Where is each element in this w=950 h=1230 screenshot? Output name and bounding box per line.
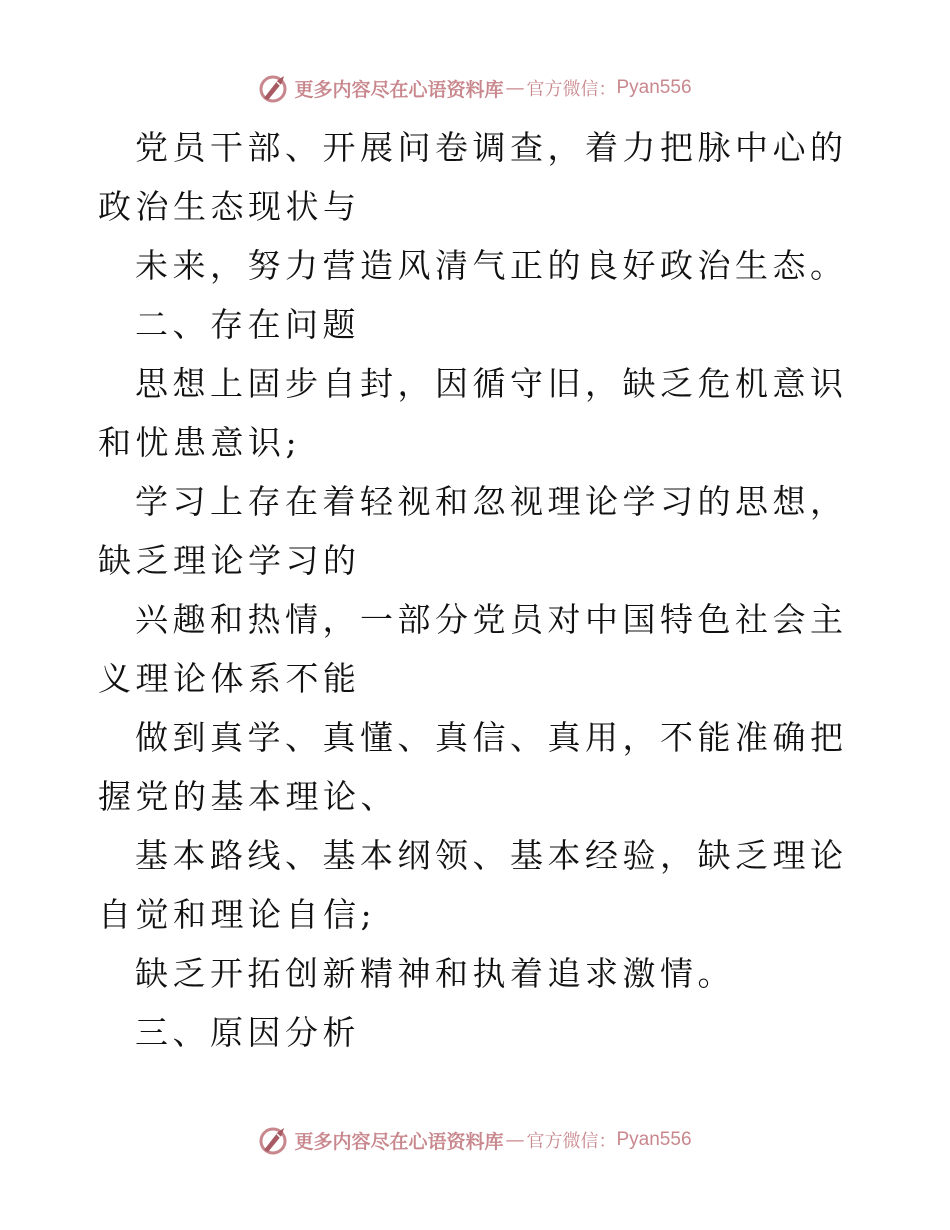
header-watermark (0, 68, 950, 108)
document-body (98, 118, 858, 1062)
footer-wechat-id: Pyan556 (616, 1129, 692, 1150)
pen-logo-icon (258, 1124, 290, 1156)
body-paragraph: 缺乏开拓创新精神和执着追求激情。 (135, 954, 735, 993)
pen-logo-icon (258, 72, 290, 104)
footer-watermark (0, 1120, 950, 1160)
body-paragraph: 做到真学、真懂、真信、真用，不能准确把握党的基本理论、 (98, 718, 848, 816)
header-wechat-label: 官方微信： (526, 79, 617, 100)
footer-dash: — (505, 1129, 525, 1151)
footer-wechat-label: 官方微信： (526, 1131, 617, 1152)
body-paragraph: 未来，努力营造风清气正的良好政治生态。 (135, 246, 848, 285)
body-paragraph: 学习上存在着轻视和忽视理论学习的思想，缺乏理论学习的 (98, 482, 848, 580)
body-paragraph: 基本路线、基本纲领、基本经验，缺乏理论自觉和理论自信; (98, 836, 848, 934)
header-dash: — (505, 77, 525, 99)
body-paragraph: 兴趣和热情，一部分党员对中国特色社会主义理论体系不能 (98, 600, 848, 698)
header-brand-text: 更多内容尽在心语资料库 (294, 78, 504, 101)
section-heading: 二、存在问题 (135, 305, 360, 344)
body-paragraph: 党员干部、开展问卷调查，着力把脉中心的政治生态现状与 (98, 128, 848, 226)
section-heading: 三、原因分析 (135, 1013, 360, 1052)
body-paragraph: 思想上固步自封，因循守旧，缺乏危机意识和忧患意识; (98, 364, 848, 462)
footer-brand-text: 更多内容尽在心语资料库 (294, 1130, 504, 1153)
header-wechat-id: Pyan556 (616, 77, 692, 98)
